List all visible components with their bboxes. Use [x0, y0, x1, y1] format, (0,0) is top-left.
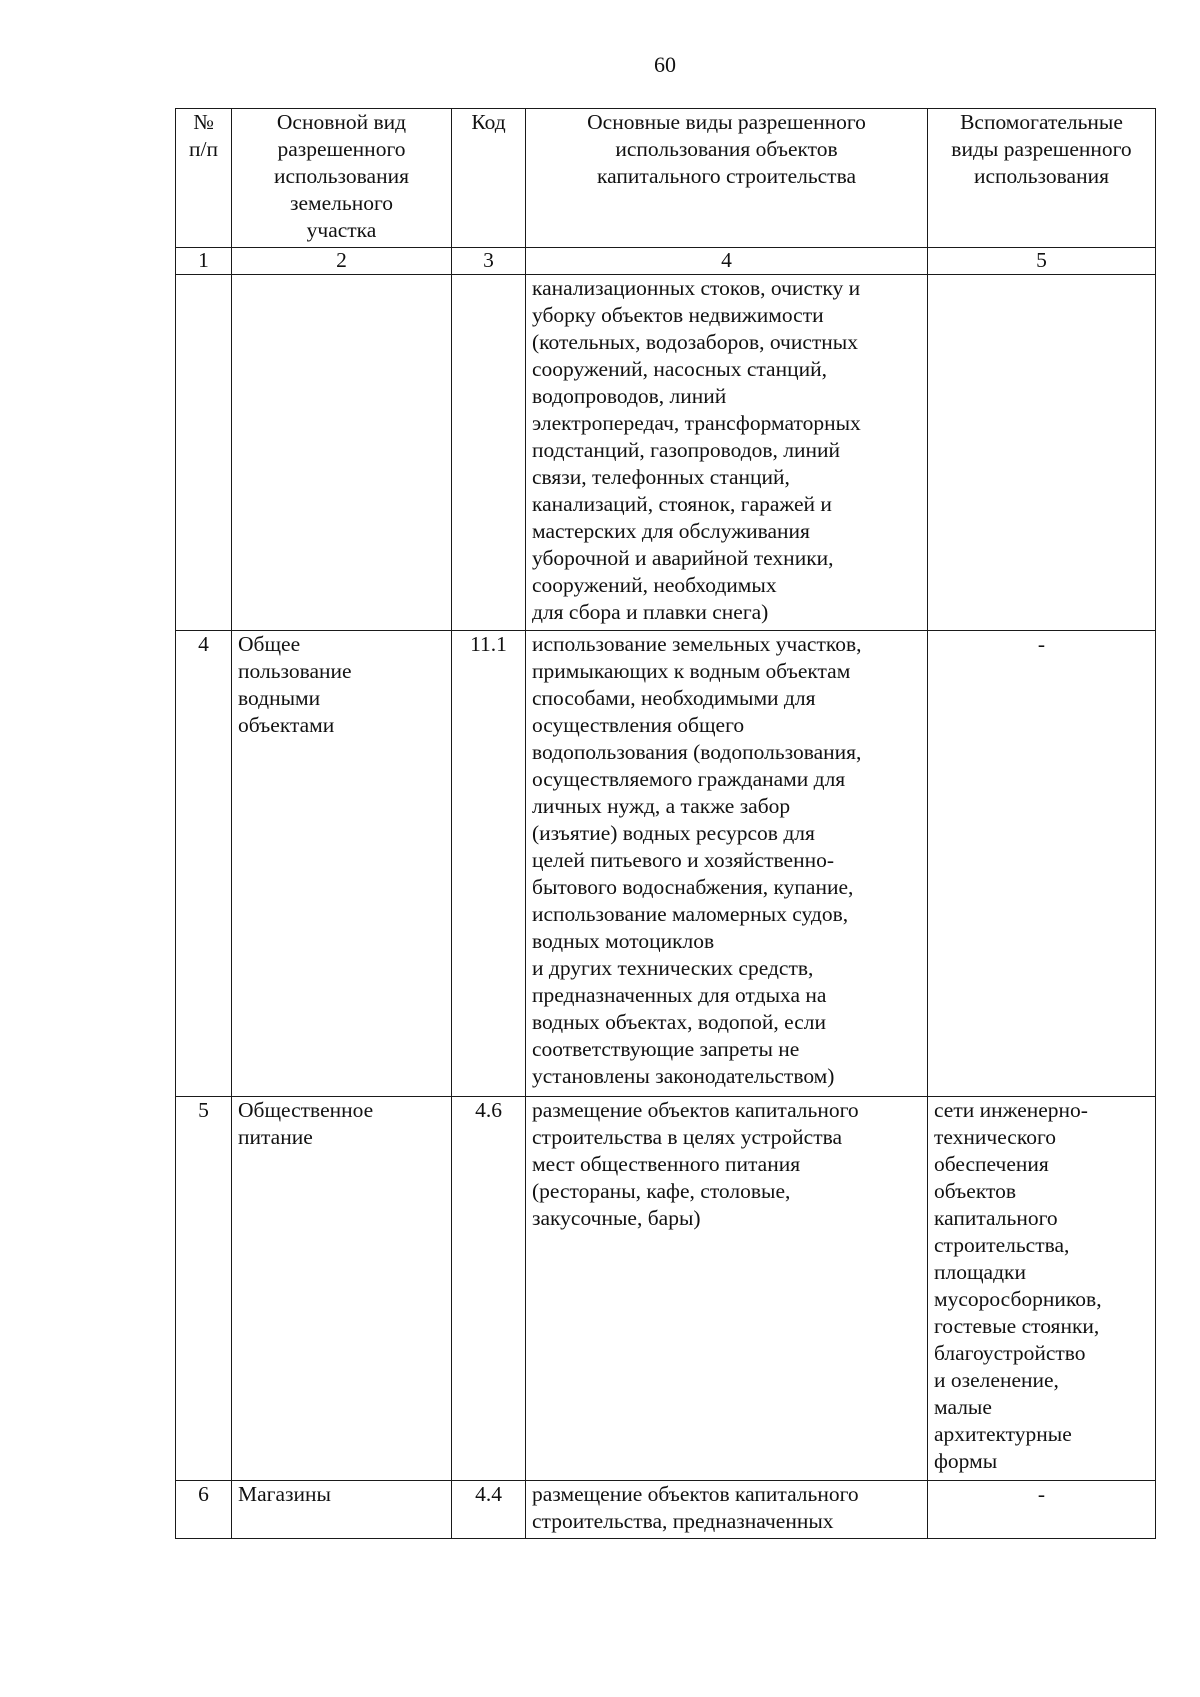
row-capital-uses: размещение объектов капитального строительства в целях устройства мест общественного питания (рестораны, кафе, столовые, закусочные, бары): [526, 1097, 928, 1481]
header-no: № п/п: [176, 109, 232, 248]
column-number: 5: [928, 248, 1156, 275]
header-aux-uses: Вспомогательные виды разрешенного использования: [928, 109, 1156, 248]
header-main-use: Основной вид разрешенного использования земельного участка: [232, 109, 452, 248]
row-capital-uses: канализационных стоков, очистку и уборку объектов недвижимости (котельных, водозаборов, очистных сооружений, насосных станций, водопроводов, линий электропередач, трансформаторных подстанций, газопроводов, линий связи, телефонных станций, канализаций, стоянок, гаражей и мастерских для обслуживания уборочной и аварийной техники, сооружений, необходимых для сбора и плавки снега): [526, 275, 928, 631]
row-aux-uses: -: [928, 631, 1156, 1097]
column-number: 4: [526, 248, 928, 275]
row-number: 5: [176, 1097, 232, 1481]
header-row: [176, 109, 1156, 248]
row-code: 4.6: [452, 1097, 526, 1481]
column-number: 1: [176, 248, 232, 275]
row-main-use: Общее пользование водными объектами: [232, 631, 452, 1097]
row-code: [452, 275, 526, 631]
row-capital-uses: использование земельных участков, примыкающих к водным объектам способами, необходимыми для осуществления общего водопользования (водопользования, осуществляемого гражданами для личных нужд, а также забор (изъятие) водных ресурсов для целей питьевого и хозяйственно- бытового водоснабжения, купание, использование маломерных судов, водных мотоциклов и других технических средств, предназначенных для отдыха на водных объектах, водопой, если соответствующие запреты не установлены законодательством): [526, 631, 928, 1097]
row-aux-uses: сети инженерно- технического обеспечения объектов капитального строительства, площадки мусоросборников, гостевые стоянки, благоустройство и озеленение, малые архитектурные формы: [928, 1097, 1156, 1481]
table-row: [176, 275, 1156, 631]
land-use-table: [175, 108, 1156, 1539]
row-number: [176, 275, 232, 631]
row-main-use: [232, 275, 452, 631]
row-number: 4: [176, 631, 232, 1097]
row-aux-uses: [928, 275, 1156, 631]
row-number: 6: [176, 1481, 232, 1539]
header-code: Код: [452, 109, 526, 248]
column-number: 2: [232, 248, 452, 275]
table-row: [176, 631, 1156, 1097]
header-capital-uses: Основные виды разрешенного использования объектов капитального строительства: [526, 109, 928, 248]
column-number: 3: [452, 248, 526, 275]
table-row: [176, 1097, 1156, 1481]
row-aux-uses: -: [928, 1481, 1156, 1539]
column-number-row: [176, 248, 1156, 275]
page-number: 60: [654, 52, 676, 77]
row-main-use: Общественное питание: [232, 1097, 452, 1481]
row-capital-uses: размещение объектов капитального строительства, предназначенных: [526, 1481, 928, 1539]
table-row: [176, 1481, 1156, 1539]
row-code: 4.4: [452, 1481, 526, 1539]
row-code: 11.1: [452, 631, 526, 1097]
row-main-use: Магазины: [232, 1481, 452, 1539]
